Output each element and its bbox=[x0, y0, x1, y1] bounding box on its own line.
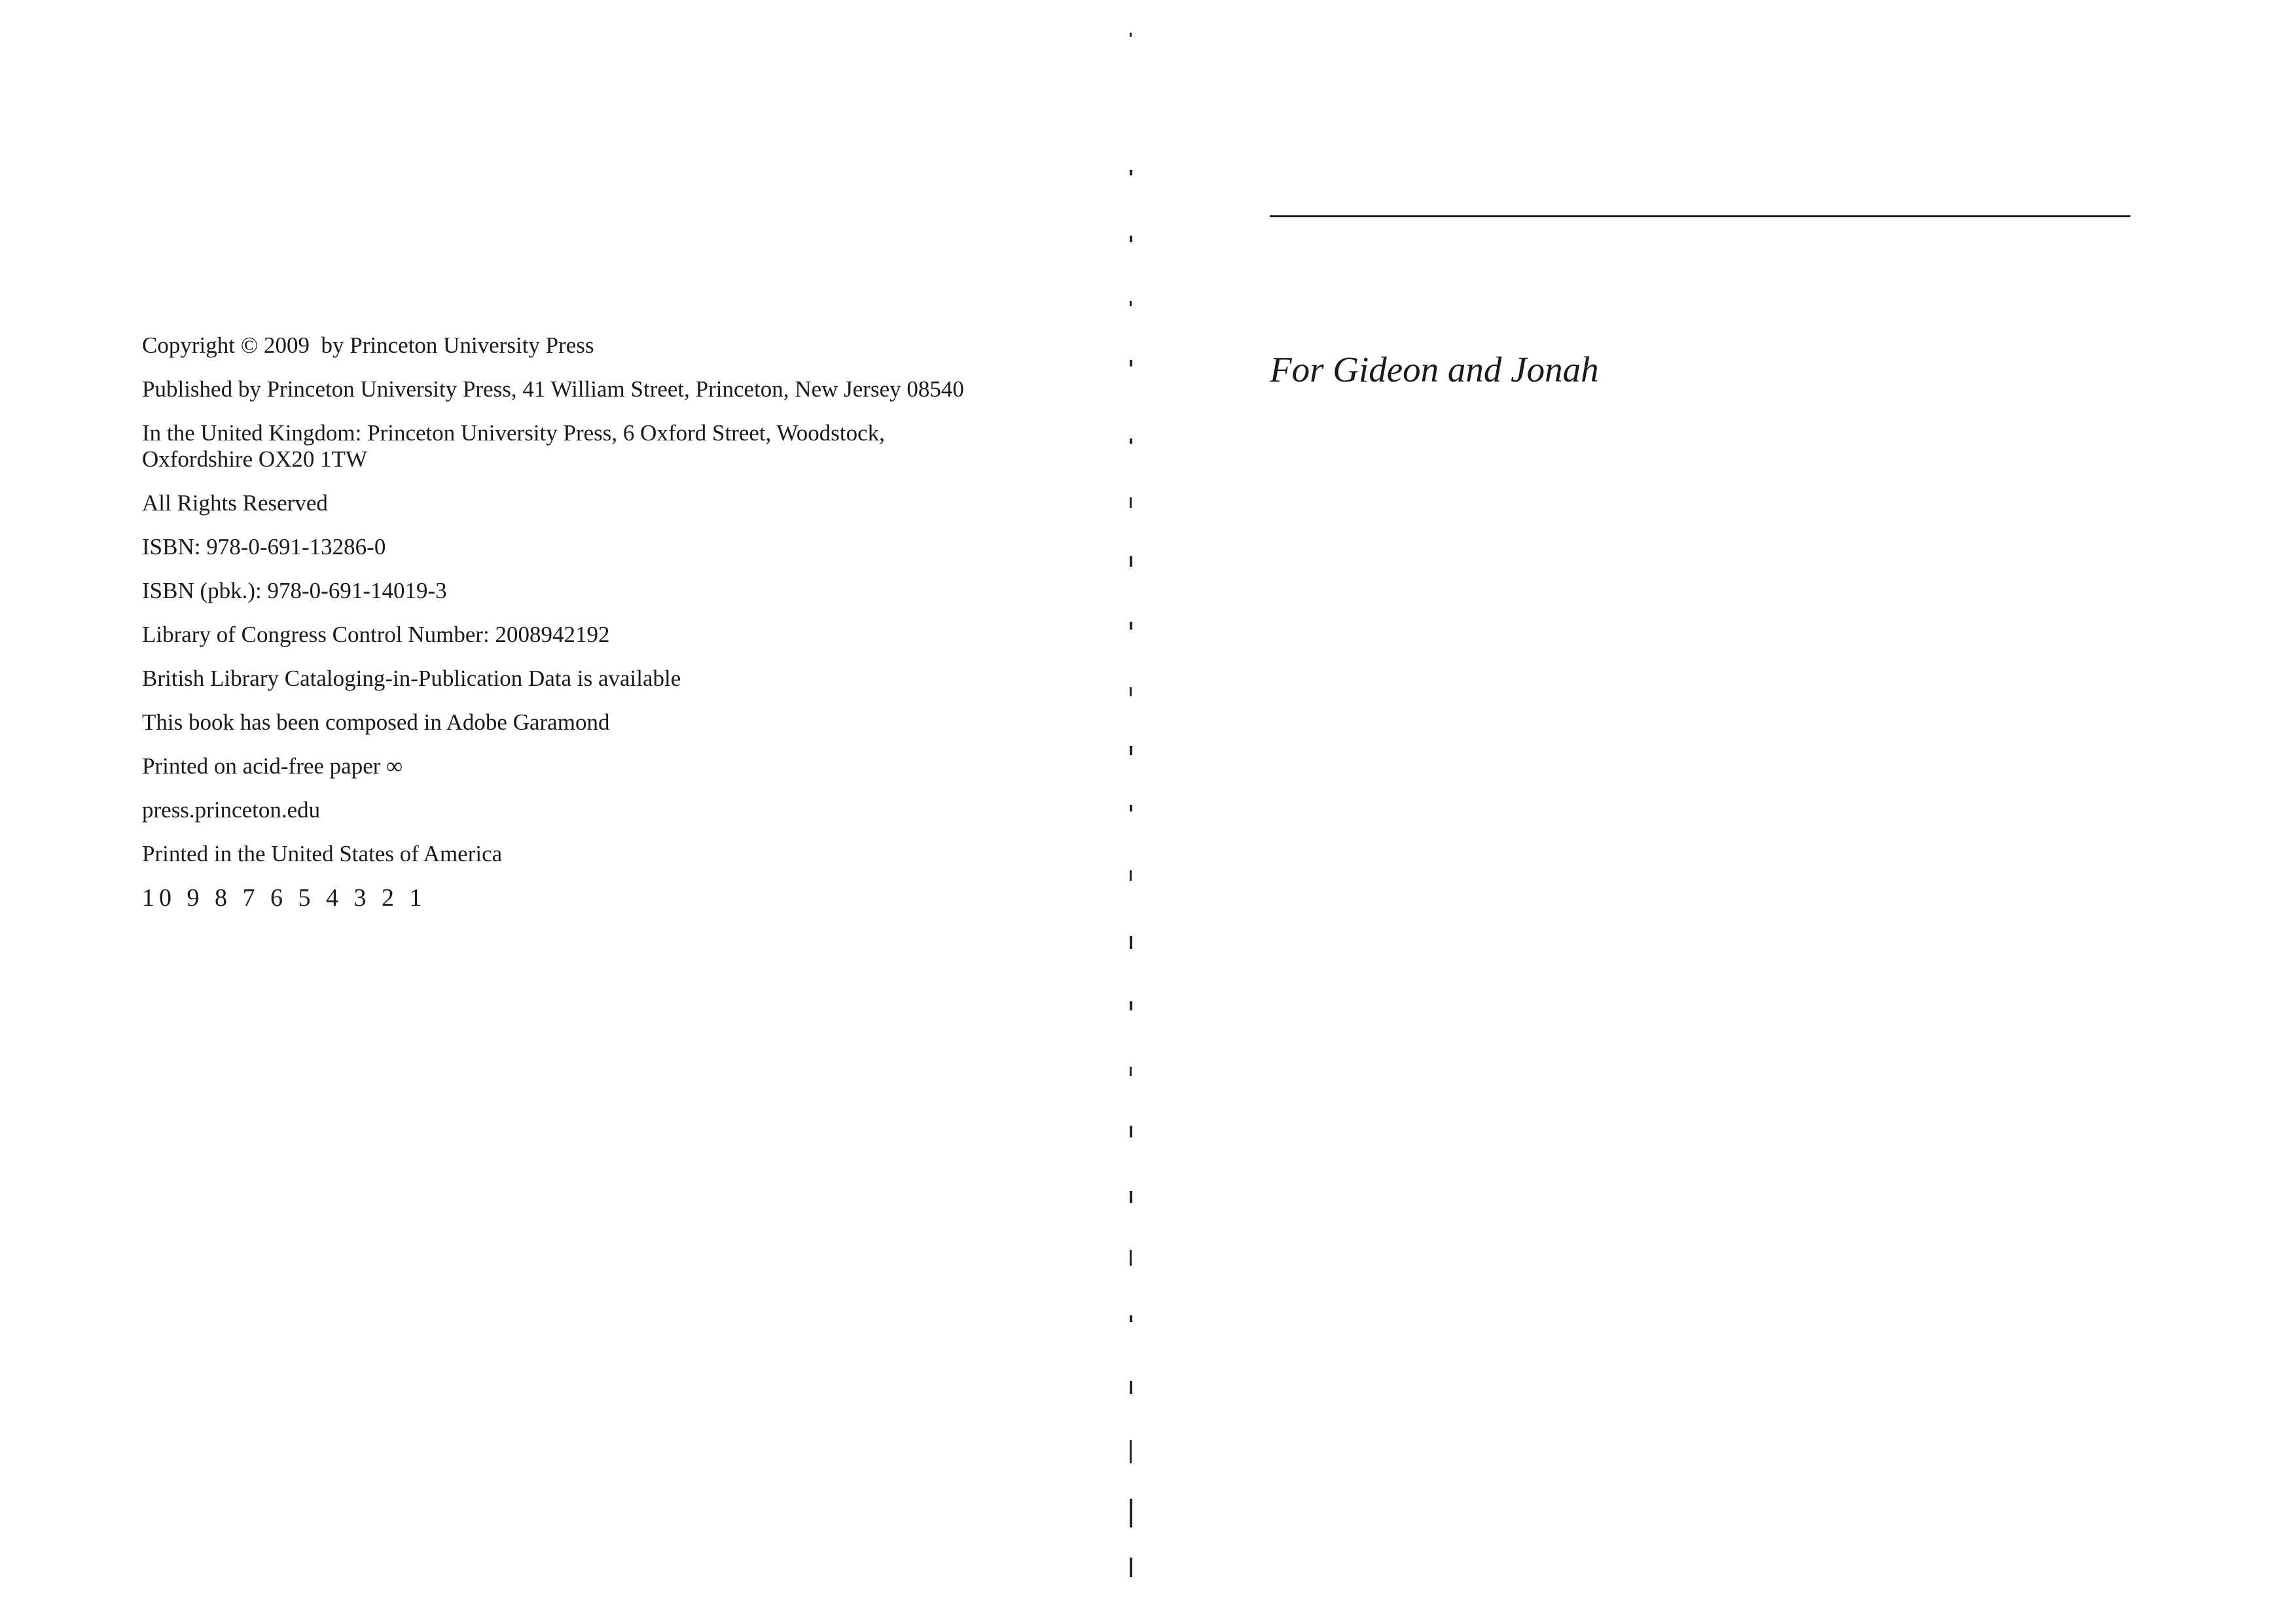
gutter-mark bbox=[1130, 301, 1132, 306]
printing-number-line: 10 9 8 7 6 5 4 3 2 1 bbox=[142, 884, 427, 912]
gutter-mark bbox=[1130, 1250, 1132, 1266]
gutter-mark bbox=[1130, 805, 1132, 812]
gutter-mark bbox=[1130, 687, 1132, 696]
copyright-line: Copyright © 2009 by Princeton University Press bbox=[142, 332, 594, 358]
isbn-paperback-line: ISBN (pbk.): 978-0-691-14019-3 bbox=[142, 578, 447, 603]
gutter-mark bbox=[1130, 746, 1132, 755]
rights-line: All Rights Reserved bbox=[142, 490, 328, 516]
gutter-mark bbox=[1130, 622, 1132, 630]
publisher-line: Published by Princeton University Press, 41 William Street, Princeton, New Jersey 08540 bbox=[142, 376, 964, 402]
copyright-block bbox=[142, 332, 1124, 911]
dedication-page bbox=[1139, 0, 2296, 1623]
uk-address-line-2: Oxfordshire OX20 1TW bbox=[142, 446, 368, 472]
printed-in-line: Printed in the United States of America bbox=[142, 841, 503, 866]
gutter-mark bbox=[1130, 1440, 1132, 1463]
typeface-line: This book has been composed in Adobe Garamond bbox=[142, 709, 610, 735]
gutter-mark bbox=[1130, 1126, 1132, 1137]
gutter-mark bbox=[1130, 360, 1132, 366]
gutter-mark bbox=[1130, 936, 1132, 949]
copyright-page bbox=[0, 0, 1126, 1623]
gutter-mark bbox=[1130, 1315, 1132, 1322]
gutter-mark bbox=[1130, 497, 1132, 508]
gutter-mark bbox=[1130, 170, 1132, 175]
gutter-mark bbox=[1130, 1067, 1132, 1076]
uk-address-line-1: In the United Kingdom: Princeton University Press, 6 Oxford Street, Woodstock, bbox=[142, 420, 885, 446]
gutter-mark bbox=[1130, 438, 1132, 444]
dedication-text: For Gideon and Jonah bbox=[1270, 349, 1599, 389]
isbn-line: ISBN: 978-0-691-13286-0 bbox=[142, 534, 386, 560]
website-line: press.princeton.edu bbox=[142, 797, 321, 823]
paper-line: Printed on acid-free paper ∞ bbox=[142, 753, 403, 779]
gutter-mark bbox=[1130, 870, 1132, 881]
gutter-mark bbox=[1130, 1499, 1132, 1527]
gutter-mark bbox=[1130, 236, 1132, 242]
gutter-mark bbox=[1130, 556, 1132, 567]
loc-control-number-line: Library of Congress Control Number: 2008942192 bbox=[142, 622, 610, 647]
binding-gutter bbox=[1124, 20, 1140, 1610]
british-library-line: British Library Cataloging-in-Publication Data is available bbox=[142, 666, 681, 691]
gutter-mark bbox=[1130, 1191, 1132, 1203]
gutter-mark bbox=[1130, 1001, 1132, 1010]
gutter-mark bbox=[1130, 33, 1132, 37]
gutter-mark bbox=[1130, 1558, 1132, 1577]
gutter-mark bbox=[1130, 1381, 1132, 1394]
dedication-rule bbox=[1270, 215, 2130, 217]
